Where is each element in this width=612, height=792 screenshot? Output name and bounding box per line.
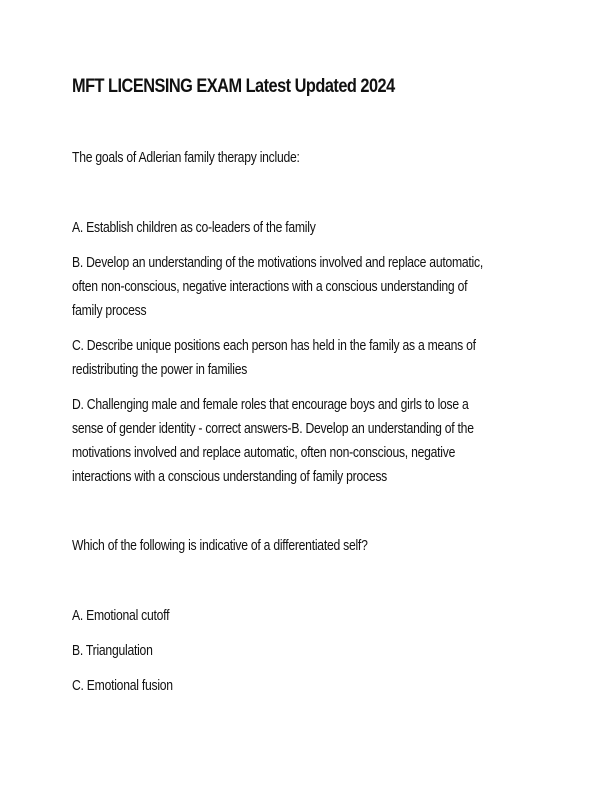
- question-1-option-d-line-3: motivations involved and replace automatic, often non-conscious, negative: [72, 445, 456, 461]
- question-2-option-a: A. Emotional cutoff: [72, 608, 170, 624]
- question-1-prompt: The goals of Adlerian family therapy include:: [72, 150, 300, 166]
- document-title: MFT LICENSING EXAM Latest Updated 2024: [72, 76, 395, 97]
- question-1-option-c-line-2: redistributing the power in families: [72, 362, 248, 378]
- question-1-option-d-line-2: sense of gender identity - correct answers-B. Develop an understanding of the: [72, 421, 474, 437]
- question-1-option-c-line-1: C. Describe unique positions each person has held in the family as a means of: [72, 338, 476, 354]
- question-2-prompt: Which of the following is indicative of a differentiated self?: [72, 538, 368, 554]
- question-2-option-b: B. Triangulation: [72, 643, 153, 659]
- question-1-option-b-line-3: family process: [72, 303, 147, 319]
- question-1-option-b-line-1: B. Develop an understanding of the motivations involved and replace automatic,: [72, 255, 483, 271]
- question-2-option-c: C. Emotional fusion: [72, 678, 173, 694]
- question-1-option-d-line-4: interactions with a conscious understanding of family process: [72, 469, 388, 485]
- question-1-option-a: A. Establish children as co-leaders of the family: [72, 220, 316, 236]
- question-1-option-b-line-2: often non-conscious, negative interactions with a conscious understanding of: [72, 279, 468, 295]
- question-1-option-d-line-1: D. Challenging male and female roles that encourage boys and girls to lose a: [72, 397, 469, 413]
